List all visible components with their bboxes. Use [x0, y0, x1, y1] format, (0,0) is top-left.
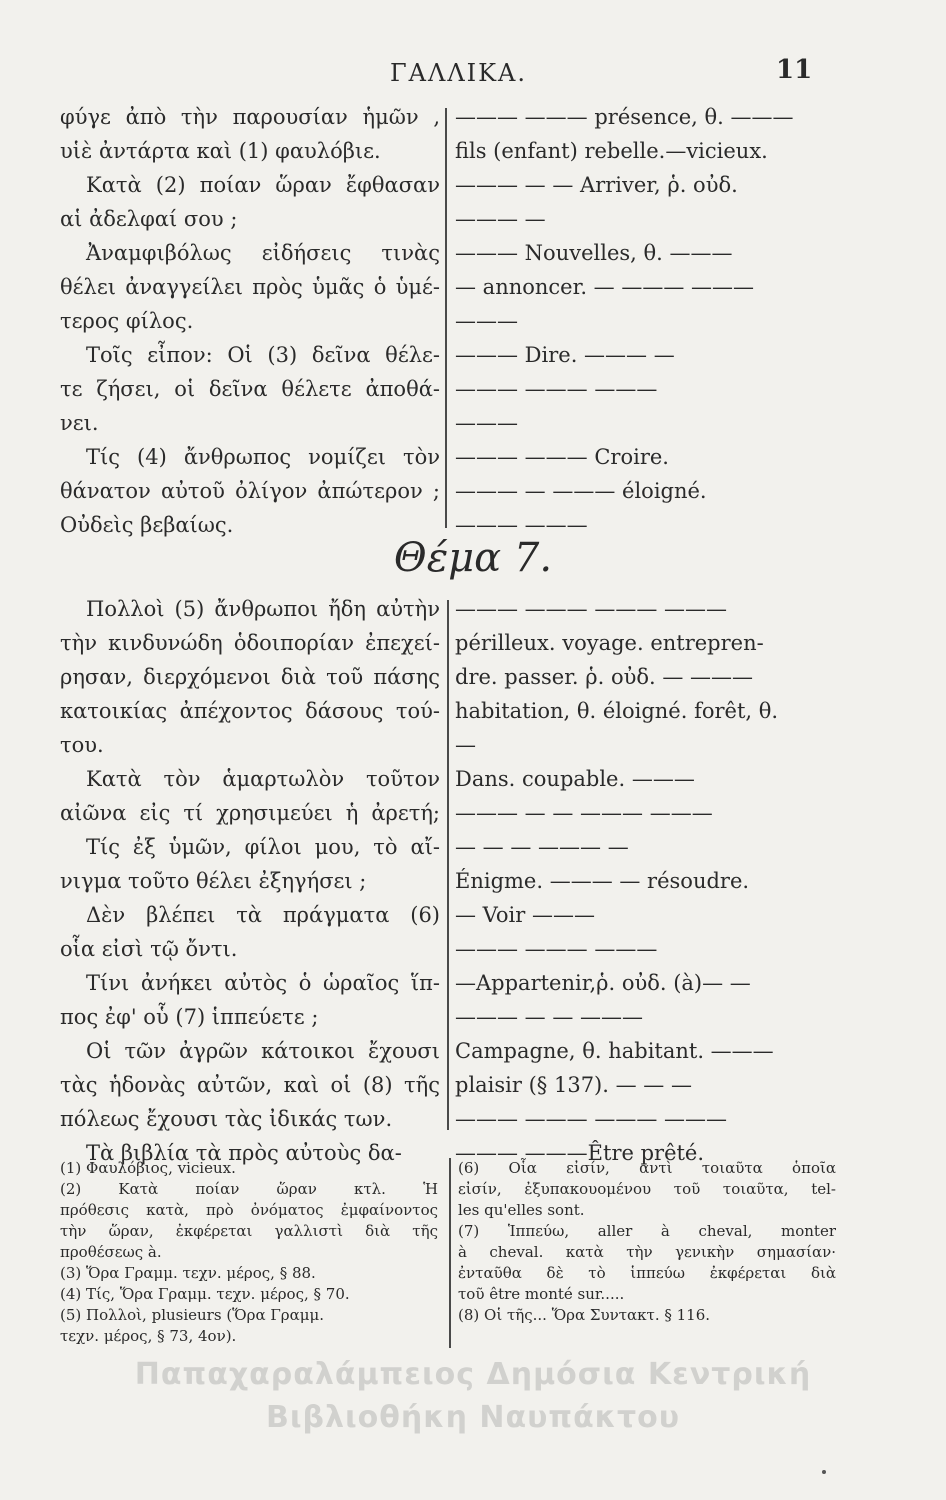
text-line: νει. [60, 411, 99, 435]
vocab-line: ——— ———Être prêté. [455, 1141, 705, 1165]
footnote-line: πρόθεσις κατὰ, πρὸ ὀνόματος ἐμφαίνοντος [60, 1201, 438, 1219]
exercise-french-vocabulary-1 [455, 100, 835, 542]
text-line: Οὐδεὶς βεβαίως. [60, 513, 234, 537]
footnote-line: (1) Φαυλόβιος, vicieux. [60, 1159, 236, 1177]
exercise-greek-text-2 [60, 592, 440, 1170]
vocab-line: dre. passer. ῥ. οὐδ. — ——— [455, 665, 754, 689]
theme-heading: Θέμα 7. [393, 535, 553, 581]
footnote-line: (3) Ὅρα Γραμμ. τεχν. μέρος, § 88. [60, 1264, 316, 1282]
library-watermark-line-1: Παπαχαραλάμπειος Δημόσια Κεντρική [134, 1357, 812, 1392]
text-line: φύγε ἀπὸ τὴν παρουσίαν ἡμῶν , [60, 105, 440, 129]
footnote-line: (4) Τίς, Ὅρα Γραμμ. τεχν. μέρος, § 70. [60, 1285, 350, 1303]
text-line: Κατὰ τὸν ἁμαρτωλὸν τοῦτον [86, 767, 440, 791]
vocab-line: ——— [455, 411, 518, 435]
vocab-line: — — — ——— — [455, 835, 629, 859]
vocab-line: ——— Nouvelles, θ. ——— [455, 241, 733, 265]
vocab-line: ——— ——— ——— [455, 377, 658, 401]
vocab-line: ——— ——— [455, 513, 588, 537]
footnote-line: (2) Κατὰ ποίαν ὥραν κτλ. Ἡ [60, 1180, 438, 1198]
vocab-line: ——— — — ——— [455, 1005, 644, 1029]
text-line: Πολλοὶ (5) ἄνθρωποι ἤδη αὐτὴν [86, 597, 440, 621]
vocab-line: ——— Dire. ——— — [455, 343, 675, 367]
vocab-line: périlleux. voyage. entrepren- [455, 631, 764, 655]
vocab-line: ——— [455, 309, 518, 333]
vocab-line: ——— ——— Croire. [455, 445, 669, 469]
vocab-line: ——— ——— présence, θ. ——— [455, 105, 794, 129]
vocab-line: ——— — [455, 207, 546, 231]
text-line: κατοικίας ἀπέχοντος δάσους τού- [60, 699, 440, 723]
text-line: οἷα εἰσὶ τῷ ὄντι. [60, 937, 238, 961]
vocab-line: — Voir ——— [455, 903, 595, 927]
text-line: τὰς ἡδονὰς αὐτῶν, καὶ οἱ (8) τῆς [60, 1073, 440, 1097]
footnotes-right [458, 1158, 836, 1326]
vocab-line: ——— ——— ——— ——— [455, 1107, 728, 1131]
footnote-divider [449, 1158, 451, 1348]
text-line: Οἱ τῶν ἀγρῶν κάτοικοι ἔχουσι [86, 1039, 440, 1063]
text-line: θάνατον αὐτοῦ ὀλίγον ἀπώτερον ; [60, 479, 440, 503]
vocab-line: plaisir (§ 137). — — — [455, 1073, 692, 1097]
footnote-line: εἰσίν, ἐξυπακουομένου τοῦ τοιαῦτα, tel- [458, 1180, 836, 1198]
running-head [0, 55, 946, 89]
footnote-line: (7) Ἱππεύω, aller à cheval, monter [458, 1222, 836, 1240]
footnote-line: τοῦ être monté sur..... [458, 1285, 625, 1303]
vocab-line: — [455, 733, 476, 757]
page-number: 11 [776, 55, 813, 85]
text-line: Ἀναμφιβόλως εἰδήσεις τινὰς [86, 241, 440, 265]
text-line: τερος φίλος. [60, 309, 194, 333]
text-line: τε ζήσει, οἱ δεῖνα θέλετε ἀποθά- [60, 377, 440, 401]
text-line: πόλεως ἔχουσι τὰς ἰδικάς των. [60, 1107, 393, 1131]
text-line: θέλει ἀναγγείλει πρὸς ὑμᾶς ὁ ὑμέ- [60, 275, 440, 299]
exercise-greek-text-1 [60, 100, 440, 542]
text-line: Τοῖς εἶπον: Οἱ (3) δεῖνα θέλε- [86, 343, 440, 367]
running-head-title: ΓΑΛΛΙΚΑ. [390, 59, 528, 87]
text-line: αἰῶνα εἰς τί χρησιμεύει ἡ ἀρετή; [60, 801, 440, 825]
library-watermark-line-2: Βιβλιοθήκη Ναυπάκτου [265, 1400, 681, 1435]
text-line: νιγμα τοῦτο θέλει ἐξηγήσει ; [60, 869, 367, 893]
footnote-line: (8) Οἱ τῆς... Ὅρα Συντακτ. § 116. [458, 1306, 711, 1324]
text-line: Τίς ἐξ ὑμῶν, φίλοι μου, τὸ αἴ- [86, 835, 440, 859]
footnote-line: les qu'elles sont. [458, 1201, 585, 1219]
vocab-line: ——— — ——— éloigné. [455, 479, 707, 503]
vocab-line: —Appartenir,ῥ. οὐδ. (à)— — [455, 971, 751, 995]
footnote-line: προθέσεως à. [60, 1243, 162, 1261]
footnote-line: à cheval. κατὰ τὴν γενικὴν σημασίαν· [458, 1243, 836, 1261]
vocab-line: fils (enfant) rebelle.—vicieux. [455, 139, 768, 163]
vocab-line: — annoncer. — ——— ——— [455, 275, 755, 299]
footnote-line: (6) Οἷα εἰσίν, ἀντὶ τοιαῦτα ὁποῖα [458, 1159, 836, 1177]
text-line: Δὲν βλέπει τὰ πράγματα (6) [86, 903, 440, 927]
footnotes-left [60, 1158, 438, 1347]
text-line: αἱ ἀδελφαί σου ; [60, 207, 238, 231]
vocab-line: Énigme. ——— — résoudre. [455, 869, 750, 893]
text-line: Τὰ βιβλία τὰ πρὸς αὐτοὺς δα- [86, 1141, 402, 1165]
footnote-line: τεχν. μέρος, § 73, 4ον). [60, 1327, 237, 1345]
text-line: Τίνι ἀνήκει αὐτὸς ὁ ὡραῖος ἵπ- [86, 971, 440, 995]
column-divider [447, 600, 449, 1130]
text-line: υἱὲ ἀντάρτα καὶ (1) φαυλόβιε. [60, 139, 381, 163]
text-line: Τίς (4) ἄνθρωπος νομίζει τὸν [86, 445, 440, 469]
footnote-line: τὴν ὥραν, ἐκφέρεται γαλλιστὶ διὰ τῆς [60, 1222, 438, 1240]
column-divider [445, 108, 447, 528]
vocab-line: Dans. coupable. ——— [455, 767, 695, 791]
text-line: του. [60, 733, 104, 757]
text-line: τὴν κινδυνώδη ὁδοιπορίαν ἐπεχεί- [60, 631, 440, 655]
vocab-line: ——— ——— ——— ——— [455, 597, 728, 621]
footnote-line: (5) Πολλοὶ, plusieurs (Ὅρα Γραμμ. [60, 1306, 324, 1324]
text-line: ρησαν, διερχόμενοι διὰ τοῦ πάσης [60, 665, 440, 689]
vocab-line: ——— — — ——— ——— [455, 801, 713, 825]
vocab-line: Campagne, θ. habitant. ——— [455, 1039, 774, 1063]
exercise-french-vocabulary-2 [455, 592, 835, 1170]
vocab-line: ——— ——— ——— [455, 937, 658, 961]
text-line: πος ἐφ' οὗ (7) ἱππεύετε ; [60, 1005, 319, 1029]
text-line: Κατὰ (2) ποίαν ὥραν ἔφθασαν [86, 173, 440, 197]
footnote-line: ἐνταῦθα δὲ τὸ ἱππεύω ἐκφέρεται διὰ [458, 1264, 836, 1282]
vocab-line: ——— — — Arriver, ῥ. οὐδ. [455, 173, 738, 197]
ink-speck [822, 1470, 826, 1474]
vocab-line: habitation, θ. éloigné. forêt, θ. [455, 699, 779, 723]
